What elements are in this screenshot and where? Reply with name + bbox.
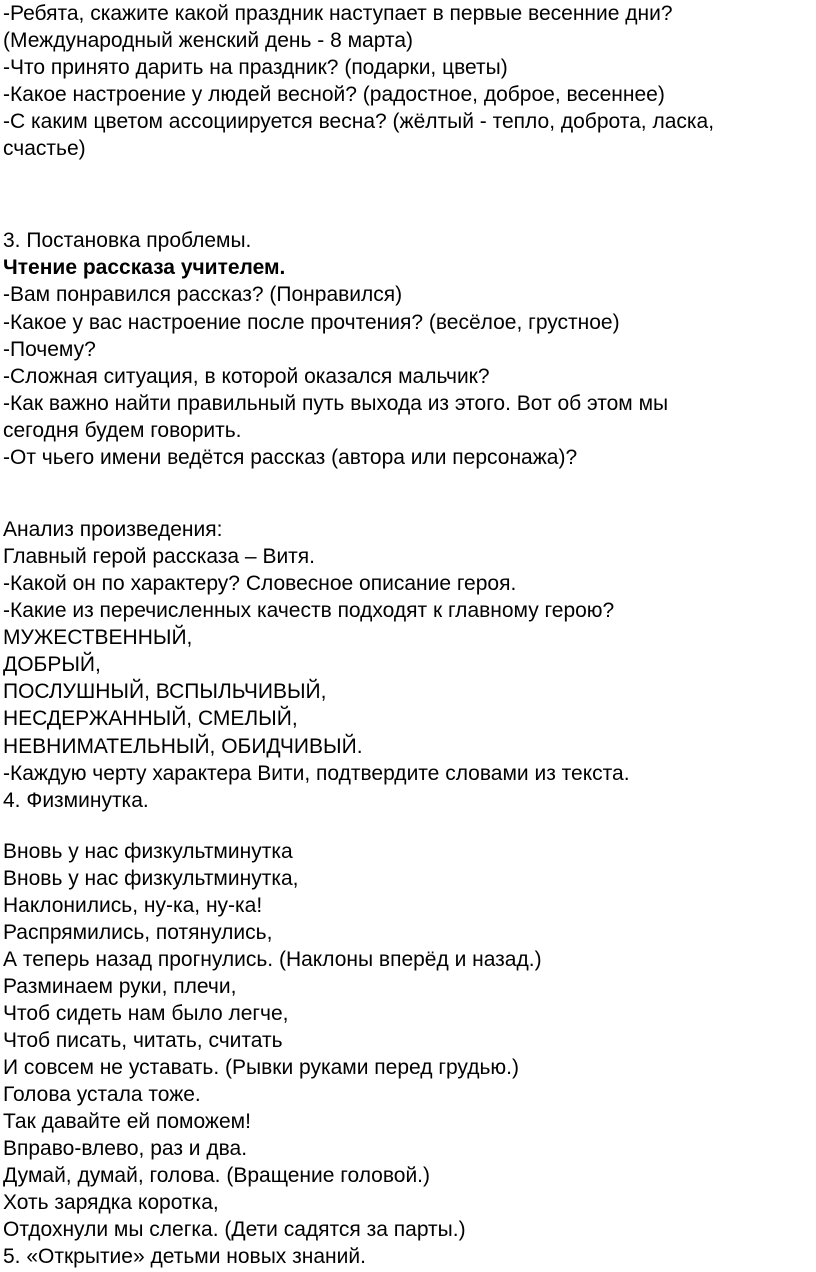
analysis-line-8: НЕВНИМАТЕЛЬНЫЙ, ОБИДЧИВЫЙ.	[3, 735, 363, 758]
exercise-line-15: Отдохнули мы слегка. (Дети садятся за парты.)	[3, 1218, 466, 1241]
exercise-line-14: Хоть зарядка коротка,	[3, 1191, 219, 1214]
analysis-line-1: Главный герой рассказа – Витя.	[3, 545, 316, 568]
exercise-line-11: Так давайте ей поможем!	[3, 1110, 251, 1133]
analysis-line-3: -Какие из перечисленных качеств подходят к главному герою?	[3, 599, 615, 622]
analysis-line-6: ПОСЛУШНЫЙ, ВСПЫЛЬЧИВЫЙ,	[3, 680, 327, 703]
intro-line-6: счастье)	[3, 137, 86, 160]
analysis-line-4: МУЖЕСТВЕННЫЙ,	[3, 626, 193, 649]
exercise-line-3: Наклонились, ну-ка, ну-ка!	[3, 894, 263, 917]
intro-line-4: -Какое настроение у людей весной? (радостное, доброе, весеннее)	[3, 83, 665, 106]
problem-line-4: -Сложная ситуация, в которой оказался мальчик?	[3, 365, 490, 388]
problem-line-6: сегодня будем говорить.	[3, 419, 242, 442]
exercise-line-5: А теперь назад прогнулись. (Наклоны вперёд и назад.)	[3, 948, 542, 971]
exercise-line-9: И совсем не уставать. (Рывки руками перед грудью.)	[3, 1056, 520, 1079]
problem-heading: 3. Постановка проблемы.	[3, 229, 252, 252]
problem-line-2: -Какое у вас настроение после прочтения? (весёлое, грустное)	[3, 311, 620, 334]
analysis-line-5: ДОБРЫЙ,	[3, 653, 101, 676]
exercise-line-6: Разминаем руки, плечи,	[3, 975, 237, 998]
exercise-line-10: Голова устала тоже.	[3, 1083, 201, 1106]
exercise-line-12: Вправо-влево, раз и два.	[3, 1137, 248, 1160]
analysis-heading: Анализ произведения:	[3, 518, 223, 541]
problem-line-5: -Как важно найти правильный путь выхода из этого. Вот об этом мы	[3, 392, 669, 415]
exercise-line-4: Распрямились, потянулись,	[3, 921, 273, 944]
analysis-line-10: 4. Физминутка.	[3, 789, 149, 812]
intro-line-5: -С каким цветом ассоциируется весна? (жёлтый - тепло, доброта, ласка,	[3, 110, 715, 133]
problem-subheading: Чтение рассказа учителем.	[3, 256, 286, 279]
exercise-line-2: Вновь у нас физкультминутка,	[3, 867, 299, 890]
exercise-line-13: Думай, думай, голова. (Вращение головой.)	[3, 1164, 431, 1187]
analysis-line-7: НЕСДЕРЖАННЫЙ, СМЕЛЫЙ,	[3, 707, 298, 730]
problem-line-3: -Почему?	[3, 338, 96, 361]
problem-line-1: -Вам понравился рассказ? (Понравился)	[3, 283, 403, 306]
exercise-line-8: Чтоб писать, читать, считать	[3, 1029, 283, 1052]
exercise-line-16: 5. «Открытие» детьми новых знаний.	[3, 1245, 366, 1268]
exercise-line-1: Вновь у нас физкультминутка	[3, 840, 293, 863]
exercise-line-7: Чтоб сидеть нам было легче,	[3, 1002, 289, 1025]
problem-line-7: -От чьего имени ведётся рассказ (автора или персонажа)?	[3, 446, 578, 469]
analysis-line-2: -Какой он по характеру? Словесное описание героя.	[3, 572, 517, 595]
analysis-line-9: -Каждую черту характера Вити, подтвердите словами из текста.	[3, 762, 630, 785]
intro-line-3: -Что принято дарить на праздник? (подарки, цветы)	[3, 56, 508, 79]
intro-line-2: (Международный женский день - 8 марта)	[3, 29, 413, 52]
intro-line-1: -Ребята, скажите какой праздник наступает в первые весенние дни?	[3, 2, 673, 25]
